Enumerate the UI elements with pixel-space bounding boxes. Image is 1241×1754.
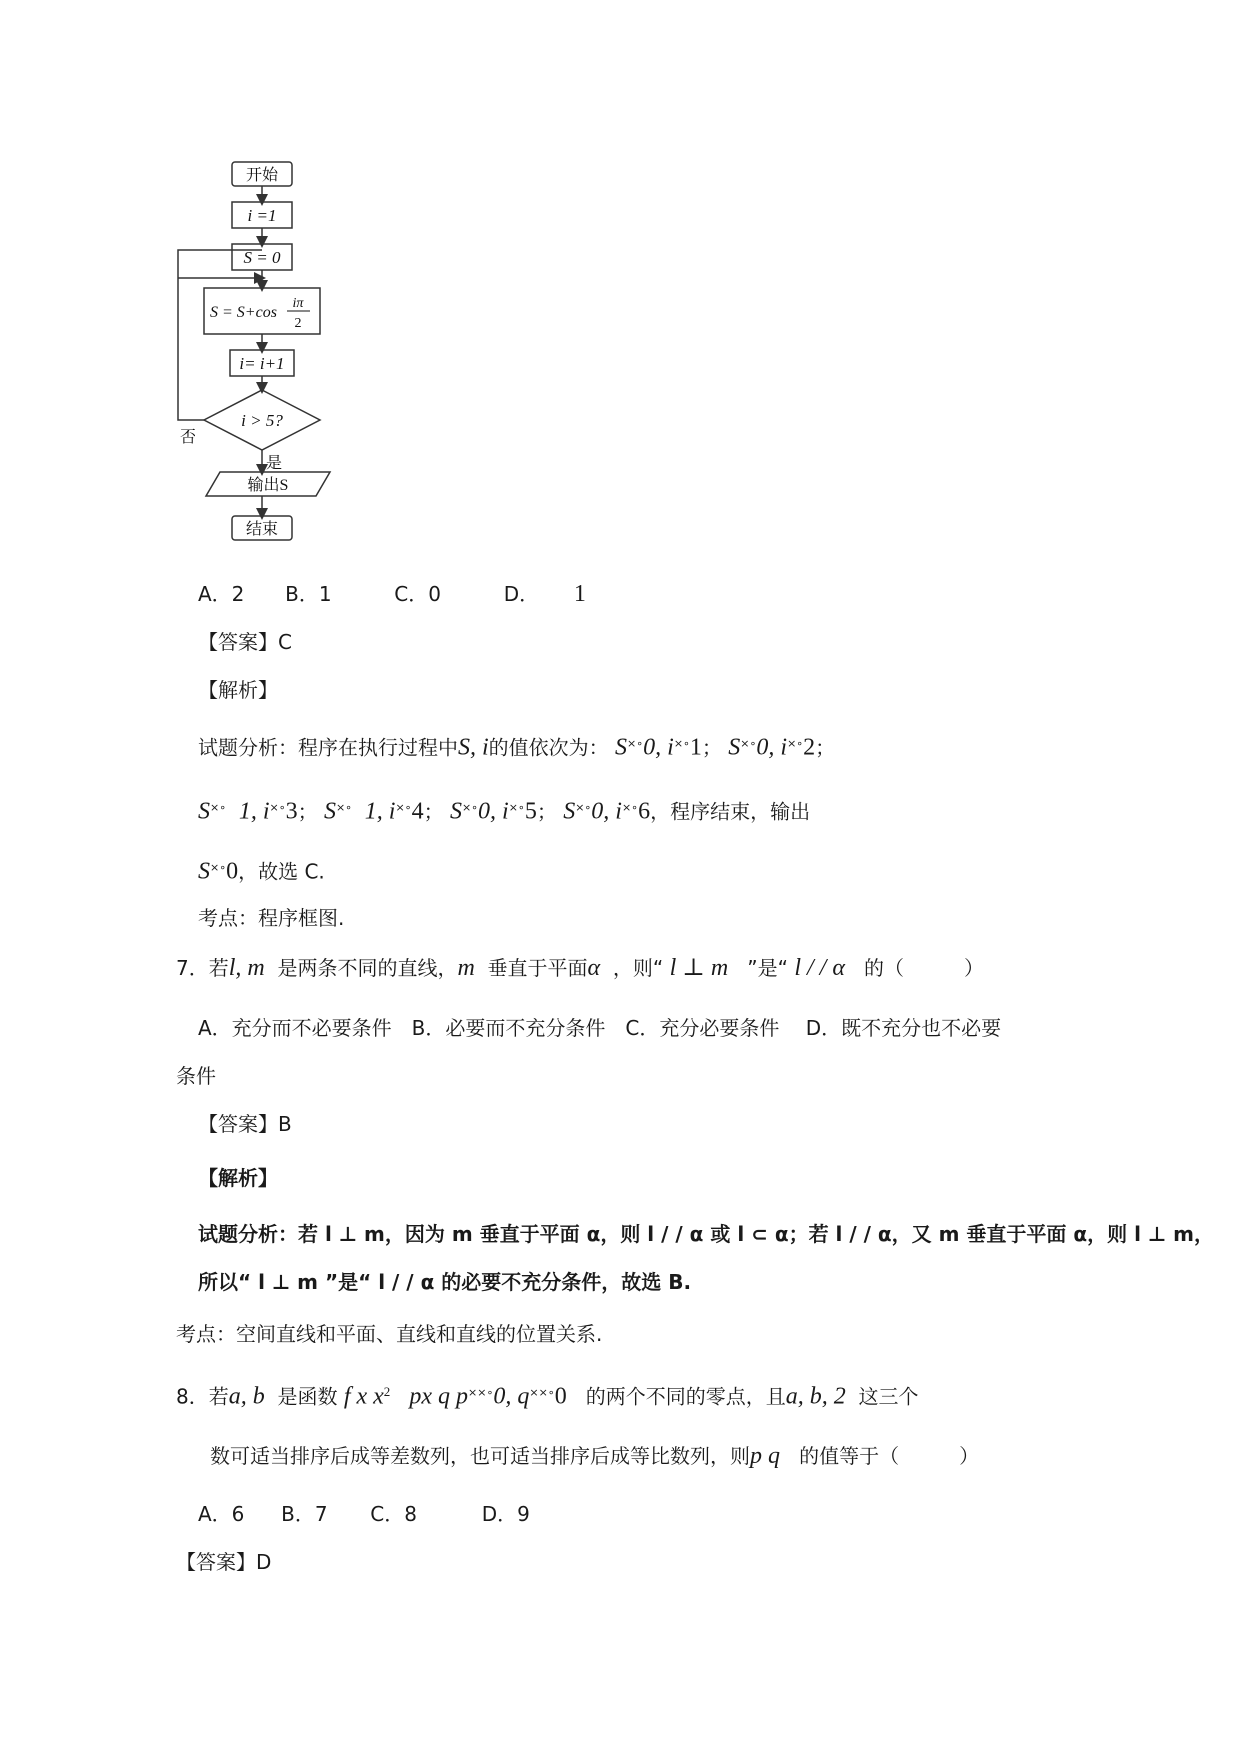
math-var: α (587, 955, 601, 981)
math-var: 1, i (238, 798, 270, 825)
math-value: 2 (803, 734, 816, 761)
math-var: S, i (458, 734, 489, 761)
math-var: S (615, 734, 628, 761)
math-value: 6 (638, 798, 651, 825)
decision-label: i > 5? (241, 411, 283, 430)
q6-analysis-line-1: 试题分析：程序在执行过程中S, i的值依次为： S×∘0, i×∘1； S×∘0, i×∘2； (198, 734, 836, 761)
math-var: 0, i (756, 734, 788, 761)
separator: ； (297, 799, 318, 824)
q6-analysis-title: 【解析】 (198, 678, 278, 702)
math-var: 0, i (643, 734, 674, 761)
init-s-label: S = 0 (243, 248, 281, 267)
separator: ； (701, 735, 722, 760)
math-var: 0, i (591, 798, 622, 825)
q8-text: 是函数 (277, 1384, 338, 1409)
q6-analysis-text: ，故选 C. (238, 859, 325, 884)
init-i-label: i =1 (247, 206, 277, 225)
inc-i-label: i= i+1 (239, 354, 285, 373)
q8-text: 的值等于（ ） (799, 1444, 980, 1468)
q7-kaodian: 考点：空间直线和平面、直线和直线的位置关系. (176, 1322, 603, 1346)
q8-option-a: A．6 (198, 1502, 245, 1526)
separator: ； (536, 799, 557, 824)
q6-analysis-text: 的值依次为： (488, 735, 609, 760)
q7-text: 垂直于平面 (487, 956, 588, 980)
math-var: S (323, 798, 336, 825)
start-label: 开始 (245, 167, 279, 184)
q7-stem (176, 956, 984, 980)
output-label: 输出S (247, 477, 289, 494)
end-label: 结束 (245, 521, 279, 538)
q6-kaodian: 考点：程序框图. (198, 906, 345, 930)
math-var: S (449, 798, 462, 825)
math-var: S (198, 798, 210, 825)
math-expr: f x x (343, 1383, 384, 1410)
q7-text: 是两条不同的直线， (277, 956, 458, 980)
q7-analysis-line-2: 所以“ l ⊥ m ”是“ l / / α 的必要不充分条件，故选 B. (198, 1270, 692, 1294)
math-var: S (198, 858, 210, 885)
q7-answer: 【答案】B (198, 1112, 292, 1136)
program-flowchart (170, 150, 370, 570)
q8-stem: 8．若a, b 是函数 f x $x^2$ px q p××∘0, q××∘0 的两个不同的零点，且a, b, 2 这三个 (176, 1383, 919, 1410)
math-expr: p q (750, 1443, 780, 1469)
q6-analysis-line-2: S×∘ 1, i×∘3； S×∘ 1, i×∘4； S×∘0, i×∘5； S×∘0, i×∘6，程序结束，输出 (198, 798, 811, 825)
math-var: 0, i (478, 798, 509, 825)
separator: ； (423, 799, 444, 824)
q7-analysis-title: 【解析】 (198, 1166, 278, 1190)
q6-answer: 【答案】C (198, 630, 292, 654)
q6-analysis-line-3: S×∘0，故选 C. (198, 858, 325, 885)
q6-option-d-value: 1 (573, 581, 586, 607)
q8-text: 数可适当排序后成等差数列，也可适当排序后成等比数列，则 (210, 1444, 750, 1468)
q6-option-d: D． (503, 582, 540, 606)
q8-option-b: B．7 (281, 1502, 328, 1526)
q7-options-line-2: 条件 (176, 1064, 216, 1088)
q7-number: 7．若 (176, 956, 229, 980)
update-s-label: S = S+cos (210, 304, 277, 321)
separator: ； (815, 735, 836, 760)
math-expr: px q p (409, 1383, 469, 1410)
math-var: l, m (228, 955, 265, 981)
q8-option-c: C．8 (370, 1502, 417, 1526)
q7-text: ”是“ (747, 956, 788, 980)
q8-number: 8．若 (176, 1384, 229, 1409)
math-var: 1, i (364, 798, 396, 825)
math-expr: 0, q (493, 1383, 530, 1410)
q6-option-b: B．1 (285, 582, 332, 606)
no-label: 否 (180, 429, 197, 446)
math-exponent: 2 (383, 1384, 391, 1399)
math-value: 0 (554, 1383, 567, 1410)
math-value: 5 (524, 798, 537, 825)
math-var: a, b (228, 1383, 265, 1410)
math-expr: a, b, 2 (785, 1383, 846, 1410)
q8-answer: 【答案】D (176, 1550, 272, 1574)
q8-text: 这三个 (858, 1384, 919, 1409)
q7-text: 的（ ） (864, 956, 985, 980)
q8-stem-line-2 (210, 1444, 979, 1468)
math-var: S (563, 798, 576, 825)
math-value: 0 (226, 858, 239, 885)
q8-options (198, 1502, 530, 1526)
q8-text: 的两个不同的零点，且 (585, 1384, 786, 1409)
q7-text: ，则“ (612, 956, 664, 980)
math-value: 4 (411, 798, 424, 825)
q6-analysis-text: 试题分析：程序在执行过程中 (198, 735, 458, 760)
q8-option-d: D．9 (481, 1502, 530, 1526)
math-value: 1 (689, 734, 702, 761)
math-var: l ⊥ m (669, 955, 729, 981)
q6-analysis-text: ，程序结束，输出 (650, 799, 811, 824)
math-var: m (457, 955, 475, 981)
math-var: l / / α (794, 955, 845, 981)
math-var: S (728, 734, 741, 761)
update-s-denominator: 2 (294, 316, 302, 331)
yes-label: 是 (266, 455, 283, 472)
math-value: 3 (285, 798, 298, 825)
q7-analysis-line-1: 试题分析：若 l ⊥ m，因为 m 垂直于平面 α，则 l / / α 或 l ⊂ α；若 l / / α，又 m 垂直于平面 α，则 l ⊥ m， (198, 1222, 1214, 1246)
update-s-numerator: iπ (292, 296, 304, 311)
q7-options-line-1: A．充分而不必要条件 B．必要而不充分条件 C．充分必要条件 D．既不充分也不必要 (198, 1016, 1002, 1040)
q6-option-c: C．0 (394, 582, 441, 606)
q6-option-a: A．2 (198, 582, 245, 606)
q6-options (198, 582, 586, 606)
